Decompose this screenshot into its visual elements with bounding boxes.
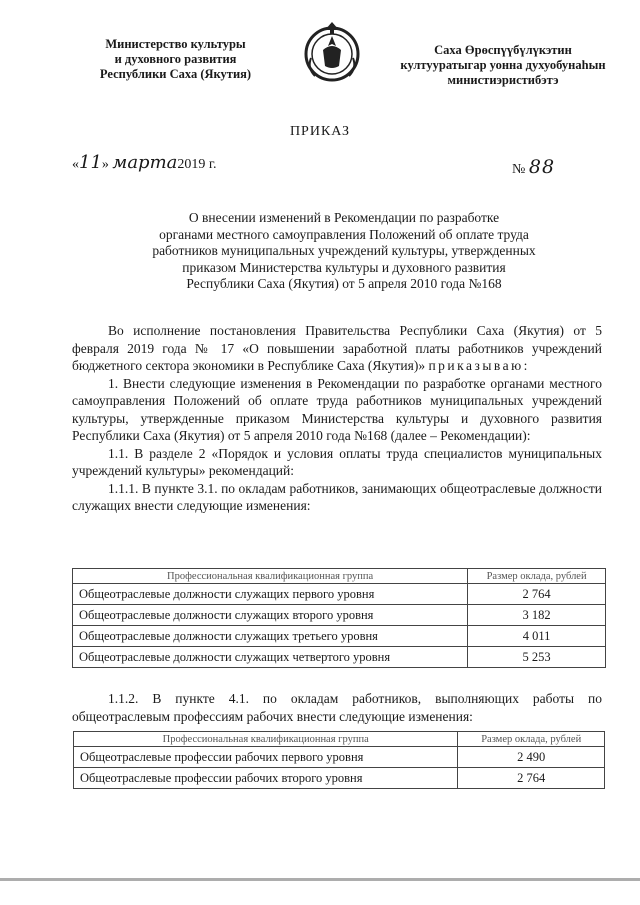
subject-line: О внесении изменений в Рекомендации по разработке — [188, 210, 500, 225]
table-cell-salary: 2 490 — [458, 747, 605, 768]
document-title: ПРИКАЗ — [289, 124, 351, 139]
table-cell-salary: 4 011 — [468, 626, 606, 647]
item-1-1-paragraph: 1.1. В разделе 2 «Порядок и условия оплаты труда специалистов муниципальных учреждений культуры» рекомендаций: — [72, 445, 602, 478]
table-cell-group: Общеотраслевые должности служащих первого уровня — [73, 584, 468, 605]
ministry-name-russian — [68, 37, 283, 82]
table-cell-salary: 3 182 — [468, 605, 606, 626]
subject-line: приказом Министерства культуры и духовного развития — [182, 259, 506, 275]
salary-table-employees — [72, 568, 606, 668]
table-header-row — [74, 732, 605, 747]
table-row — [74, 747, 605, 768]
table-header-cell: Размер оклада, рублей — [468, 569, 606, 584]
item-1-1-1-paragraph: 1.1.1. В пункте 3.1. по окладам работников, занимающих общеотраслевые должности служащих внести следующие изменения: — [72, 480, 602, 513]
table-row — [73, 626, 606, 647]
table-row — [73, 647, 606, 668]
date-month-handwritten: марта — [112, 152, 178, 173]
preamble-text: Во исполнение постановления Правительства Республики Саха (Якутия) от 5 февраля 2019 года № 17 «О повышении заработной платы работников учреждений бюджетного сектора экономики в Республике Саха (Якутия)» — [72, 323, 602, 373]
table-header-cell: Профессиональная квалификационная группа — [73, 569, 468, 584]
table-cell-group: Общеотраслевые должности служащих второго уровня — [73, 605, 468, 626]
table-cell-salary: 5 253 — [468, 647, 606, 668]
table-row — [74, 768, 605, 789]
table-header-cell: Профессиональная квалификационная группа — [74, 732, 458, 747]
table-cell-group: Общеотраслевые профессии рабочих второго уровня — [74, 768, 458, 789]
table-cell-group: Общеотраслевые должности служащих третьего уровня — [73, 626, 468, 647]
table-cell-salary: 2 764 — [458, 768, 605, 789]
header-right-line: култууратыгар уонна духуобунаһын — [400, 58, 606, 72]
header-left-line: Министерство культуры — [105, 37, 246, 51]
subject-line: Республики Саха (Якутия) от 5 апреля 2010 года №168 — [186, 276, 502, 291]
number-sign: № — [512, 162, 526, 177]
document-body-part-2 — [72, 690, 602, 725]
table-header-row — [73, 569, 606, 584]
date-year: 2019 г. — [177, 157, 217, 172]
subject-line: работников муниципальных учреждений культуры, утвержденных — [152, 243, 536, 258]
number-handwritten: 88 — [528, 156, 556, 178]
date-open-quote: « — [72, 157, 79, 172]
document-subject — [110, 210, 578, 293]
order-word: приказываю: — [428, 358, 530, 373]
document-date — [72, 152, 217, 173]
coat-of-arms-icon — [303, 20, 361, 84]
table-row — [73, 584, 606, 605]
scan-edge-line — [0, 878, 640, 881]
header-right-line: министиэристибэтэ — [447, 73, 559, 87]
document-body-part-1 — [72, 322, 602, 515]
preamble-paragraph — [72, 322, 602, 375]
table-row — [73, 605, 606, 626]
subject-line: органами местного самоуправления Положений об оплате труда — [159, 226, 529, 242]
header-left-line: Республики Саха (Якутия) — [99, 67, 252, 81]
table-cell-salary: 2 764 — [468, 584, 606, 605]
table-cell-group: Общеотраслевые должности служащих четвертого уровня — [73, 647, 468, 668]
date-close-quote: » — [101, 157, 113, 172]
header-right-line: Саха Өрөспүүбүлүкэтин — [434, 43, 572, 57]
document-number — [512, 156, 555, 178]
item-1-paragraph: 1. Внести следующие изменения в Рекомендации по разработке органами местного самоуправления Положений об оплате труда работников муниципальных учреждений культуры, утвержденные приказом Министерства культуры и духовного развития Республики Саха (Якутия) от 5 апреля 2010 года №168 (далее – Рекомендации): — [72, 375, 602, 443]
date-day-handwritten: 11 — [79, 152, 102, 173]
header-left-line: и духовного развития — [114, 52, 237, 66]
table-cell-group: Общеотраслевые профессии рабочих первого уровня — [74, 747, 458, 768]
item-1-1-2-paragraph: 1.1.2. В пункте 4.1. по окладам работников, выполняющих работы по общеотраслевым профессиям рабочих внести следующие изменения: — [72, 691, 602, 724]
table-header-cell: Размер оклада, рублей — [458, 732, 605, 747]
salary-table-workers — [73, 731, 605, 789]
ministry-name-yakut — [388, 43, 618, 88]
